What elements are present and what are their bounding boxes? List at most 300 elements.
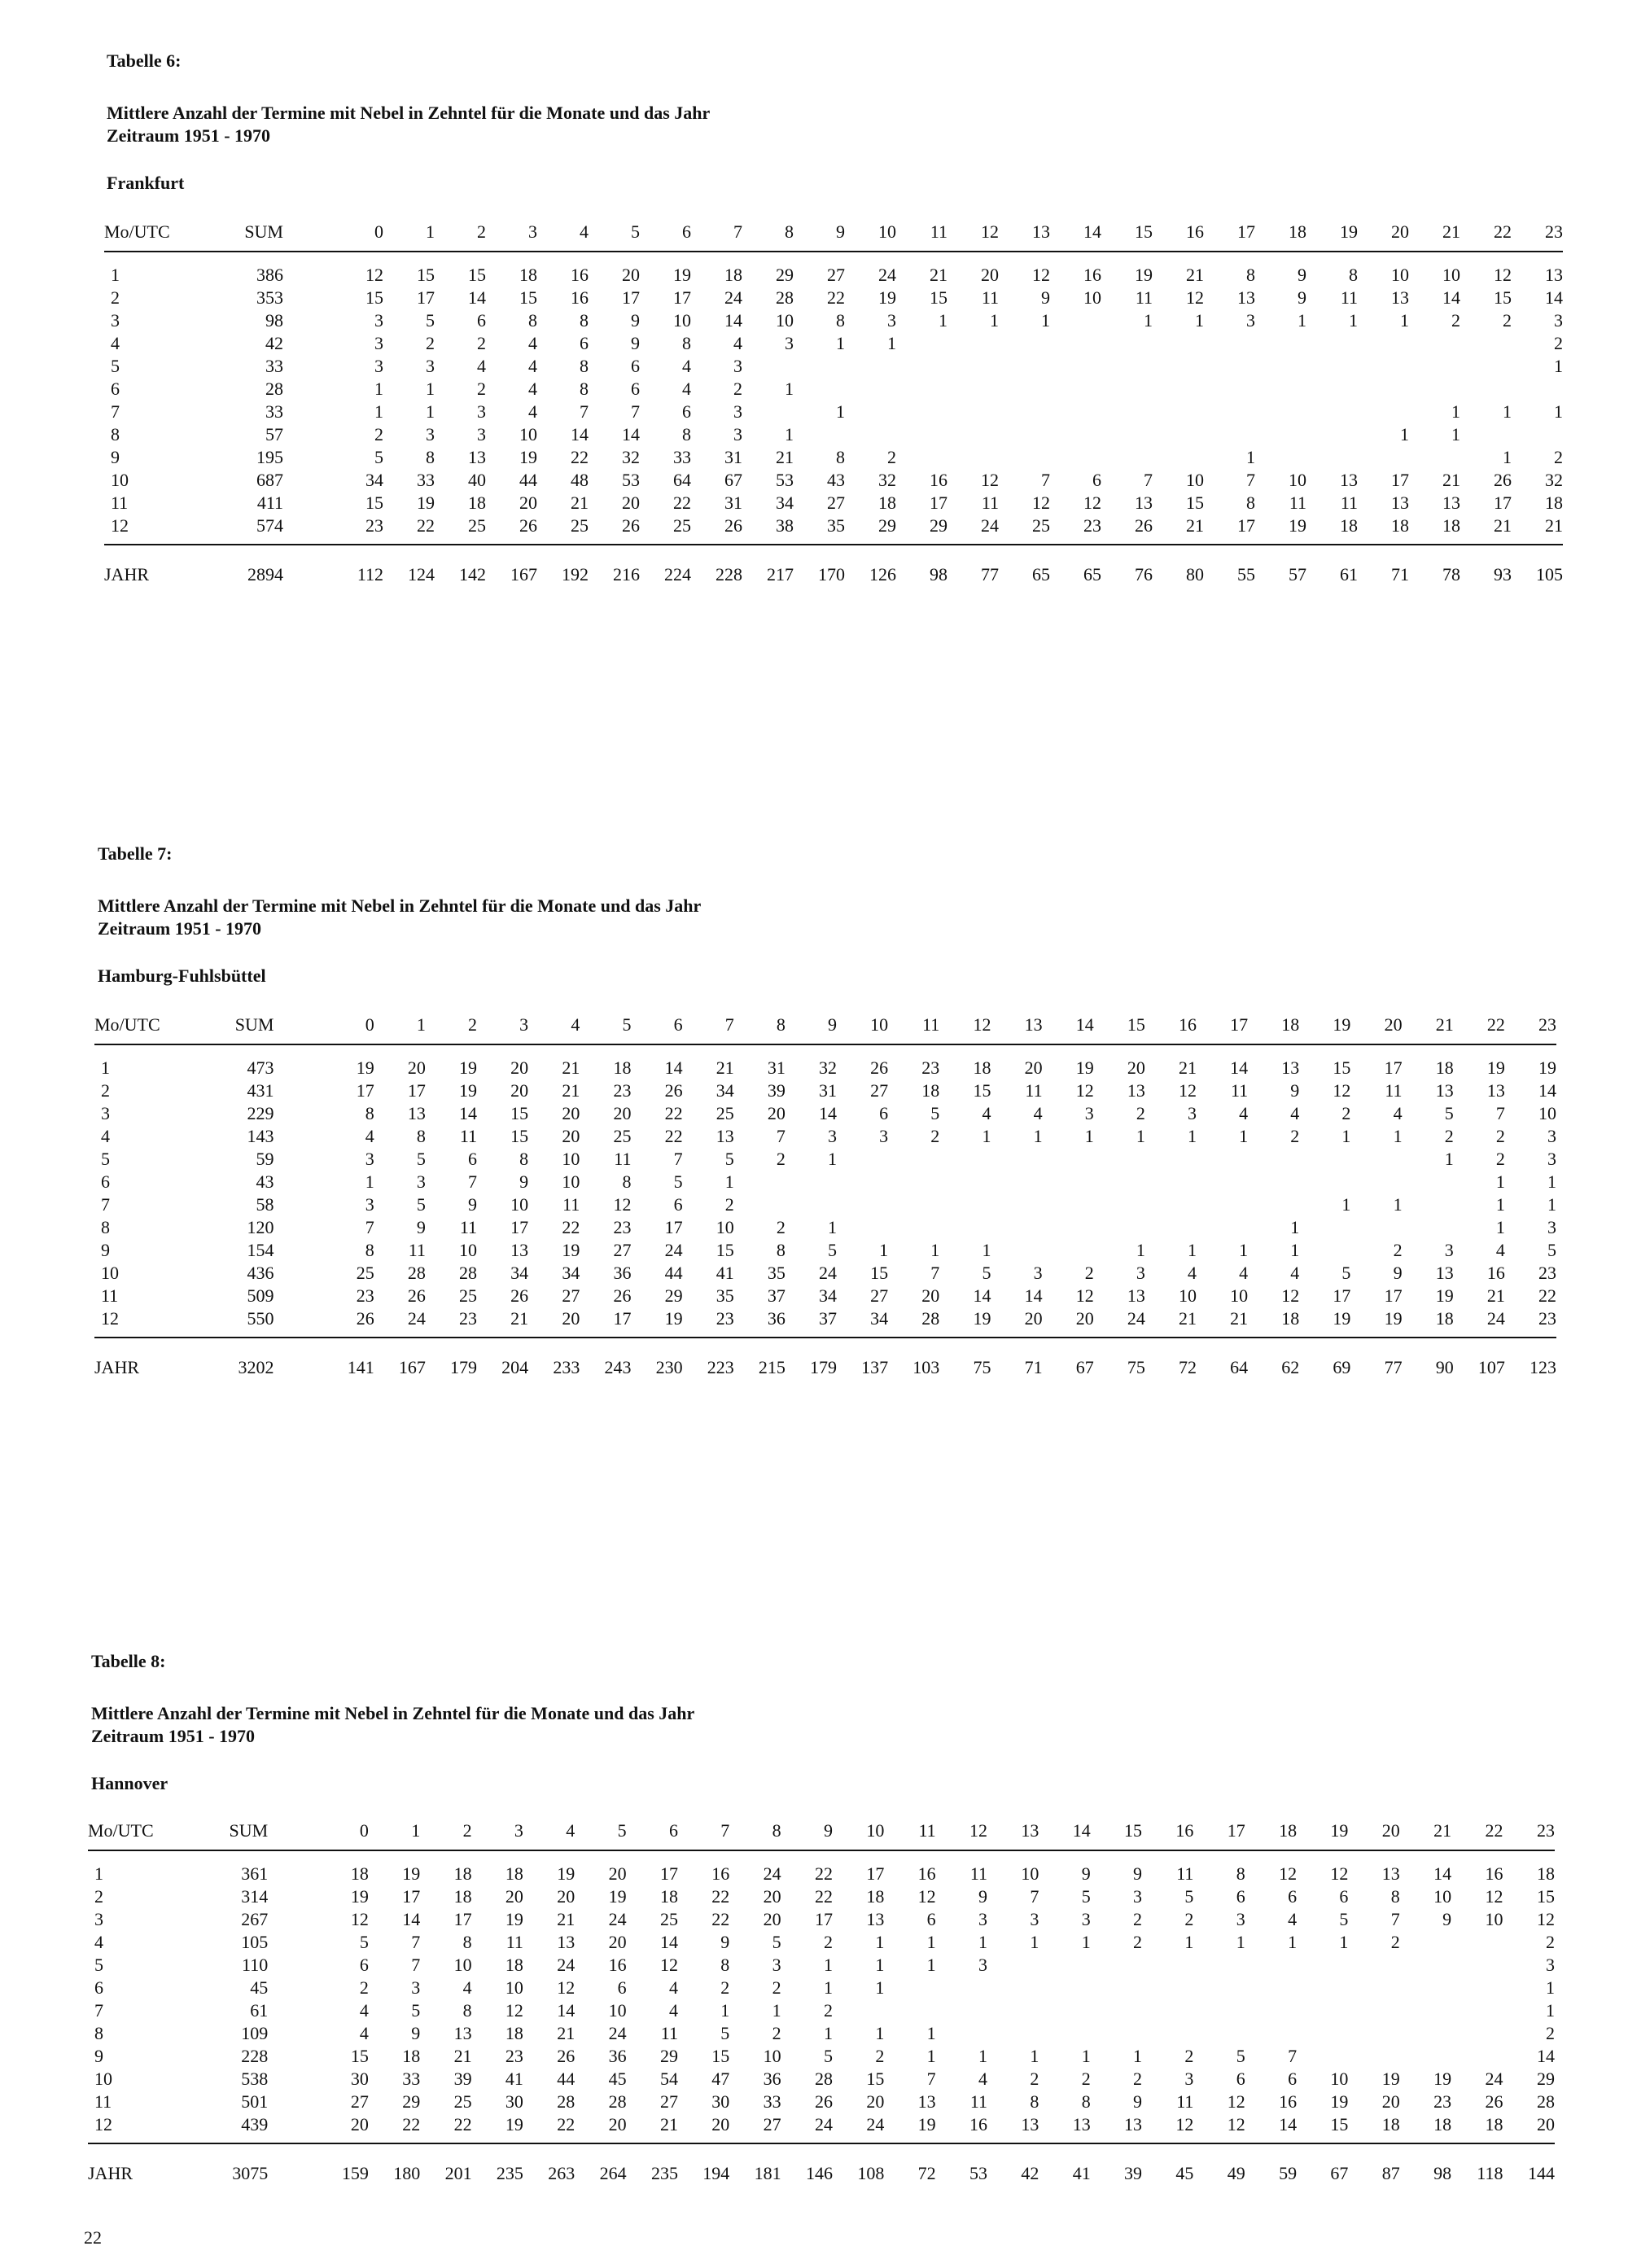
caption-line-2: Zeitraum 1951 - 1970 bbox=[91, 1726, 256, 1746]
hour-value-cell: 8 bbox=[426, 447, 435, 467]
hour-value-cell: 1 bbox=[828, 1217, 838, 1237]
sum-cell: 33 bbox=[265, 356, 283, 376]
hour-value-cell bbox=[837, 1148, 888, 1171]
hour-value-cell: 16 bbox=[571, 265, 589, 285]
hour-value-cell bbox=[1255, 355, 1306, 378]
hour-value-cell: 8 bbox=[720, 1955, 730, 1975]
hour-value-cell: 15 bbox=[866, 2069, 885, 2089]
cell-spacer bbox=[283, 287, 332, 309]
hour-value-cell: 13 bbox=[1486, 1080, 1505, 1101]
cell-spacer bbox=[274, 1239, 322, 1262]
hour-value-cell bbox=[1091, 1977, 1142, 1999]
sum-cell: 550 bbox=[247, 1308, 274, 1329]
hour-value-cell: 2 bbox=[1503, 310, 1512, 331]
hour-value-cell: 22 bbox=[557, 2114, 575, 2134]
sum-cell: 314 bbox=[241, 1886, 269, 1907]
hour-value-cell: 24 bbox=[819, 1263, 838, 1283]
hour-value-cell: 19 bbox=[973, 1308, 991, 1329]
hour-value-cell: 13 bbox=[510, 1240, 529, 1260]
table-row bbox=[94, 1102, 1556, 1125]
column-header-hour: 23 bbox=[1545, 221, 1563, 242]
hour-value-cell: 15 bbox=[716, 1240, 734, 1260]
hour-value-cell: 2 bbox=[477, 379, 486, 399]
total-hour-value-cell: 76 bbox=[1135, 564, 1153, 585]
hour-value-cell: 8 bbox=[1236, 1863, 1245, 1884]
hour-value-cell bbox=[1043, 1171, 1094, 1193]
hour-value-cell: 19 bbox=[1135, 265, 1153, 285]
hour-value-cell: 7 bbox=[468, 1171, 478, 1192]
hour-value-cell: 12 bbox=[1227, 2114, 1245, 2134]
total-hour-value-cell: 77 bbox=[981, 564, 999, 585]
month-cell: 3 bbox=[94, 1909, 103, 1929]
hour-value-cell bbox=[794, 423, 845, 446]
hour-value-cell: 11 bbox=[505, 1932, 523, 1952]
month-cell: 4 bbox=[101, 1126, 110, 1146]
column-header-hour: 17 bbox=[1237, 221, 1255, 242]
hour-value-cell bbox=[1248, 1193, 1299, 1216]
hour-value-cell: 6 bbox=[1092, 470, 1101, 490]
total-hour-value-cell: 98 bbox=[1433, 2163, 1452, 2183]
hour-value-cell bbox=[1039, 1999, 1090, 2022]
hour-value-cell: 4 bbox=[978, 2069, 988, 2089]
hour-value-cell bbox=[1043, 1148, 1094, 1171]
hour-value-cell bbox=[1039, 2022, 1090, 2045]
hour-value-cell bbox=[991, 1193, 1042, 1216]
hour-value-cell: 16 bbox=[917, 1863, 936, 1884]
hour-value-cell: 3 bbox=[1246, 310, 1255, 331]
hour-value-cell: 13 bbox=[1391, 287, 1409, 308]
hour-value-cell: 10 bbox=[519, 424, 537, 444]
hour-value-cell: 2 bbox=[1554, 333, 1563, 353]
sum-cell: 411 bbox=[256, 493, 283, 513]
hour-value-cell: 28 bbox=[608, 2091, 627, 2112]
hour-value-cell: 14 bbox=[1279, 2114, 1298, 2134]
hour-value-cell bbox=[837, 1171, 888, 1193]
column-header-hour: 9 bbox=[823, 1820, 833, 1841]
hour-value-cell: 9 bbox=[1133, 2091, 1143, 2112]
hour-value-cell: 14 bbox=[459, 1103, 478, 1123]
hour-value-cell: 18 bbox=[1485, 2114, 1503, 2134]
hour-value-cell: 1 bbox=[374, 401, 383, 422]
table-row bbox=[88, 1885, 1555, 1908]
hour-value-cell: 20 bbox=[711, 2114, 730, 2134]
column-header-hour: 0 bbox=[365, 1014, 374, 1035]
hour-value-cell bbox=[1094, 1193, 1145, 1216]
hour-value-cell: 10 bbox=[776, 310, 794, 331]
column-header-hour: 5 bbox=[622, 1014, 632, 1035]
hour-value-cell: 18 bbox=[350, 1863, 369, 1884]
hour-value-cell: 1 bbox=[1290, 1217, 1300, 1237]
hour-value-cell: 1 bbox=[990, 310, 999, 331]
month-cell: 6 bbox=[101, 1171, 110, 1192]
hour-value-cell: 18 bbox=[1435, 1057, 1454, 1078]
hour-value-cell: 39 bbox=[453, 2069, 472, 2089]
hour-value-cell: 17 bbox=[673, 287, 691, 308]
hour-value-cell: 13 bbox=[1127, 1285, 1145, 1306]
table-row bbox=[104, 287, 1563, 309]
hour-value-cell: 1 bbox=[1081, 1932, 1091, 1952]
hour-value-cell: 11 bbox=[562, 1194, 580, 1215]
hour-value-cell: 1 bbox=[982, 1126, 991, 1146]
hour-value-cell bbox=[947, 378, 999, 401]
hour-value-cell: 14 bbox=[724, 310, 742, 331]
hour-value-cell bbox=[1193, 1954, 1245, 1977]
hour-value-cell: 1 bbox=[374, 379, 383, 399]
hour-value-cell: 26 bbox=[724, 515, 742, 536]
hour-value-cell: 23 bbox=[1433, 2091, 1452, 2112]
hour-value-cell: 1 bbox=[939, 310, 947, 331]
hour-value-cell: 20 bbox=[866, 2091, 885, 2112]
hour-value-cell: 25 bbox=[1032, 515, 1050, 536]
hour-value-cell: 8 bbox=[580, 310, 589, 331]
hour-value-cell: 3 bbox=[978, 1955, 988, 1975]
hour-value-cell: 2 bbox=[1341, 1103, 1351, 1123]
hour-value-cell: 28 bbox=[407, 1263, 426, 1283]
hour-value-cell bbox=[1460, 423, 1512, 446]
hour-value-cell: 22 bbox=[664, 1103, 683, 1123]
total-hour-value-cell: 112 bbox=[357, 564, 383, 585]
hour-value-cell: 5 bbox=[426, 310, 435, 331]
hour-value-cell: 3 bbox=[1184, 2069, 1194, 2089]
table-row bbox=[104, 378, 1563, 401]
total-hour-value-cell: 67 bbox=[1075, 1357, 1094, 1377]
column-header-hour: 4 bbox=[580, 221, 589, 242]
hour-value-cell: 14 bbox=[819, 1103, 838, 1123]
month-cell: 5 bbox=[94, 1955, 103, 1975]
hour-value-cell: 14 bbox=[1230, 1057, 1249, 1078]
hour-value-cell: 21 bbox=[659, 2114, 678, 2134]
hour-value-cell: 1 bbox=[1188, 1126, 1197, 1146]
hour-value-cell: 1 bbox=[875, 1977, 885, 1998]
hour-value-cell: 5 bbox=[828, 1240, 838, 1260]
hour-value-cell: 64 bbox=[673, 470, 691, 490]
hour-value-cell: 11 bbox=[969, 1863, 988, 1884]
hour-value-cell: 23 bbox=[1083, 515, 1101, 536]
hour-value-cell bbox=[734, 1171, 786, 1193]
table-row bbox=[88, 2068, 1555, 2091]
hour-value-cell: 19 bbox=[557, 1863, 575, 1884]
hour-value-cell bbox=[1197, 1171, 1248, 1193]
hour-value-cell: 7 bbox=[580, 401, 589, 422]
hour-value-cell: 21 bbox=[1230, 1308, 1249, 1329]
hour-value-cell bbox=[1460, 355, 1512, 378]
hour-value-cell: 1 bbox=[1339, 1932, 1349, 1952]
table-row bbox=[104, 423, 1563, 446]
cell-spacer bbox=[268, 1954, 317, 1977]
station-name: Frankfurt bbox=[107, 173, 185, 193]
hour-value-cell: 1 bbox=[1298, 310, 1306, 331]
column-header-mo-utc: Mo/UTC bbox=[104, 221, 170, 242]
sum-cell: 45 bbox=[250, 1977, 269, 1998]
column-header-hour: 18 bbox=[1281, 1014, 1300, 1035]
column-header-hour: 5 bbox=[631, 221, 640, 242]
hour-value-cell: 16 bbox=[1486, 1263, 1505, 1283]
sum-cell: 267 bbox=[241, 1909, 269, 1929]
hour-value-cell bbox=[1255, 423, 1306, 446]
total-hour-value-cell: 69 bbox=[1333, 1357, 1351, 1377]
total-sum-cell: 3202 bbox=[238, 1357, 274, 1377]
hour-value-cell: 10 bbox=[1391, 265, 1409, 285]
column-header-hour: 18 bbox=[1279, 1820, 1298, 1841]
page-number: 22 bbox=[84, 2227, 102, 2248]
hour-value-cell: 13 bbox=[407, 1103, 426, 1123]
hour-value-cell: 12 bbox=[1279, 1863, 1298, 1884]
column-header-hour: 8 bbox=[776, 1014, 786, 1035]
hour-value-cell bbox=[1299, 1148, 1350, 1171]
column-header-hour: 7 bbox=[724, 1014, 734, 1035]
hour-value-cell bbox=[794, 355, 845, 378]
hour-value-cell: 20 bbox=[1537, 2114, 1555, 2134]
hour-value-cell: 34 bbox=[819, 1285, 838, 1306]
hour-value-cell: 54 bbox=[659, 2069, 678, 2089]
hour-value-cell: 10 bbox=[1433, 1886, 1452, 1907]
hour-value-cell bbox=[1297, 2045, 1348, 2068]
hour-value-cell: 3 bbox=[411, 1977, 421, 1998]
hour-value-cell: 34 bbox=[510, 1263, 529, 1283]
hour-value-cell: 6 bbox=[1288, 1886, 1298, 1907]
hour-value-cell: 21 bbox=[1545, 515, 1563, 536]
hour-value-cell bbox=[1400, 1999, 1451, 2022]
hour-value-cell: 4 bbox=[1033, 1103, 1043, 1123]
total-hour-value-cell: 144 bbox=[1528, 2163, 1555, 2183]
hour-value-cell: 11 bbox=[459, 1217, 478, 1237]
sum-cell: 109 bbox=[241, 2023, 269, 2043]
sum-cell: 431 bbox=[247, 1080, 274, 1101]
hour-value-cell bbox=[1153, 423, 1204, 446]
station-name: Hannover bbox=[91, 1773, 168, 1793]
hour-value-cell: 14 bbox=[402, 1909, 421, 1929]
total-hour-value-cell: 181 bbox=[754, 2163, 781, 2183]
hour-value-cell: 15 bbox=[510, 1103, 529, 1123]
hour-value-cell: 25 bbox=[459, 1285, 478, 1306]
hour-value-cell: 9 bbox=[1393, 1263, 1403, 1283]
hour-value-cell: 15 bbox=[350, 2046, 369, 2066]
hour-value-cell: 10 bbox=[1442, 265, 1460, 285]
table-row bbox=[88, 1954, 1555, 1977]
hour-value-cell: 17 bbox=[1237, 515, 1255, 536]
hour-value-cell: 31 bbox=[819, 1080, 838, 1101]
cell-spacer bbox=[283, 545, 332, 586]
total-hour-value-cell: 235 bbox=[496, 2163, 523, 2183]
hour-value-cell: 5 bbox=[1236, 2046, 1245, 2066]
hour-value-cell bbox=[884, 1977, 935, 1999]
hour-value-cell: 10 bbox=[1330, 2069, 1349, 2089]
hour-value-cell: 1 bbox=[926, 2023, 936, 2043]
hour-value-cell: 36 bbox=[763, 2069, 781, 2089]
sum-cell: 509 bbox=[247, 1285, 274, 1306]
total-label-cell: JAHR bbox=[88, 2163, 133, 2183]
hour-value-cell: 8 bbox=[1246, 493, 1255, 513]
hour-value-cell bbox=[833, 1999, 884, 2022]
hour-value-cell bbox=[991, 1148, 1042, 1171]
column-header-hour: 10 bbox=[866, 1820, 885, 1841]
hour-value-cell: 12 bbox=[1330, 1863, 1349, 1884]
hour-value-cell: 18 bbox=[402, 2046, 421, 2066]
hour-value-cell: 24 bbox=[1127, 1308, 1145, 1329]
hour-value-cell bbox=[1197, 1148, 1248, 1171]
hour-value-cell bbox=[1348, 1977, 1399, 1999]
hour-value-cell: 4 bbox=[1393, 1103, 1403, 1123]
hour-value-cell: 13 bbox=[1135, 493, 1153, 513]
hour-value-cell: 3 bbox=[1444, 1240, 1454, 1260]
hour-value-cell bbox=[1145, 1193, 1197, 1216]
total-hour-value-cell: 75 bbox=[1127, 1357, 1145, 1377]
total-label-cell: JAHR bbox=[104, 564, 150, 585]
hour-value-cell: 3 bbox=[1188, 1103, 1197, 1123]
cell-spacer bbox=[283, 252, 332, 287]
table-row bbox=[104, 446, 1563, 469]
hour-value-cell: 18 bbox=[1537, 1863, 1555, 1884]
hour-value-cell: 15 bbox=[510, 1126, 529, 1146]
hour-value-cell bbox=[1043, 1239, 1094, 1262]
hour-value-cell bbox=[939, 1148, 991, 1171]
hour-value-cell: 4 bbox=[668, 2000, 678, 2021]
column-header-hour: 15 bbox=[1124, 1820, 1143, 1841]
month-cell: 8 bbox=[94, 2023, 103, 2043]
hour-value-cell: 7 bbox=[1246, 470, 1255, 490]
total-hour-value-cell: 59 bbox=[1279, 2163, 1298, 2183]
hour-value-cell: 1 bbox=[926, 2046, 936, 2066]
month-cell: 10 bbox=[101, 1263, 119, 1283]
hour-value-cell: 13 bbox=[1381, 1863, 1400, 1884]
total-hour-value-cell: 87 bbox=[1381, 2163, 1400, 2183]
hour-value-cell: 10 bbox=[608, 2000, 627, 2021]
hour-value-cell: 16 bbox=[571, 287, 589, 308]
hour-value-cell: 13 bbox=[917, 2091, 936, 2112]
month-cell: 10 bbox=[111, 470, 129, 490]
month-cell: 6 bbox=[94, 1977, 103, 1998]
hour-value-cell bbox=[1197, 1193, 1248, 1216]
hour-value-cell: 11 bbox=[1176, 2091, 1194, 2112]
hour-value-cell: 15 bbox=[1186, 493, 1204, 513]
hour-value-cell: 14 bbox=[664, 1057, 683, 1078]
hour-value-cell: 2 bbox=[724, 1194, 734, 1215]
hour-value-cell: 9 bbox=[1298, 287, 1306, 308]
hour-value-cell bbox=[999, 423, 1050, 446]
table-row bbox=[104, 252, 1563, 287]
hour-value-cell: 21 bbox=[716, 1057, 734, 1078]
hour-value-cell: 12 bbox=[1175, 2114, 1194, 2134]
column-header-hour: 20 bbox=[1381, 1820, 1400, 1841]
hour-value-cell: 20 bbox=[350, 2114, 369, 2134]
hour-value-cell: 23 bbox=[1538, 1308, 1556, 1329]
hour-value-cell: 15 bbox=[711, 2046, 730, 2066]
hour-value-cell: 18 bbox=[1435, 1308, 1454, 1329]
hour-value-cell: 2 bbox=[1133, 1932, 1143, 1952]
column-header-hour: 1 bbox=[426, 221, 435, 242]
month-cell: 4 bbox=[94, 1932, 103, 1952]
hour-value-cell bbox=[999, 401, 1050, 423]
table-row bbox=[104, 355, 1563, 378]
hour-value-cell: 9 bbox=[1133, 1863, 1143, 1884]
hour-value-cell: 19 bbox=[664, 1308, 683, 1329]
total-hour-value-cell: 75 bbox=[973, 1357, 991, 1377]
total-hour-value-cell: 53 bbox=[969, 2163, 988, 2183]
hour-value-cell: 26 bbox=[1494, 470, 1512, 490]
hour-value-cell: 5 bbox=[1341, 1263, 1351, 1283]
cell-spacer bbox=[283, 378, 332, 401]
hour-value-cell: 22 bbox=[402, 2114, 421, 2134]
hour-value-cell: 12 bbox=[365, 265, 383, 285]
total-hour-value-cell: 77 bbox=[1384, 1357, 1403, 1377]
hour-value-cell bbox=[1145, 1216, 1197, 1239]
hour-value-cell: 7 bbox=[1041, 470, 1050, 490]
hour-value-cell: 18 bbox=[866, 1886, 885, 1907]
hour-value-cell: 4 bbox=[462, 1977, 472, 1998]
hour-value-cell bbox=[1153, 378, 1204, 401]
table-row bbox=[88, 2045, 1555, 2068]
sum-cell: 105 bbox=[241, 1932, 269, 1952]
hour-value-cell: 1 bbox=[1546, 2000, 1555, 2021]
caption-line-2: Zeitraum 1951 - 1970 bbox=[98, 918, 262, 939]
hour-value-cell: 1 bbox=[828, 1149, 838, 1169]
hour-value-cell bbox=[991, 1216, 1042, 1239]
hour-value-cell: 2 bbox=[1136, 1103, 1145, 1123]
hour-value-cell: 32 bbox=[1545, 470, 1563, 490]
hour-value-cell: 28 bbox=[1537, 2091, 1555, 2112]
hour-value-cell: 19 bbox=[505, 1909, 523, 1929]
total-hour-value-cell: 49 bbox=[1227, 2163, 1245, 2183]
hour-value-cell: 10 bbox=[763, 2046, 781, 2066]
column-header-hour: 12 bbox=[973, 1014, 991, 1035]
hour-value-cell: 26 bbox=[664, 1080, 683, 1101]
hour-value-cell: 1 bbox=[1081, 2046, 1091, 2066]
hour-value-cell bbox=[1204, 332, 1255, 355]
sum-cell: 143 bbox=[247, 1126, 274, 1146]
hour-value-cell: 13 bbox=[1237, 287, 1255, 308]
hour-value-cell: 19 bbox=[1075, 1057, 1094, 1078]
column-header-hour: 12 bbox=[969, 1820, 988, 1841]
hour-value-cell: 12 bbox=[1537, 1909, 1555, 1929]
cell-spacer bbox=[268, 1999, 317, 2022]
sum-cell: 538 bbox=[241, 2069, 269, 2089]
hour-value-cell: 1 bbox=[1133, 2046, 1143, 2066]
hour-value-cell: 27 bbox=[763, 2114, 781, 2134]
hour-value-cell: 9 bbox=[631, 333, 640, 353]
cell-spacer bbox=[268, 1908, 317, 1931]
hour-value-cell bbox=[1358, 446, 1409, 469]
table-row bbox=[88, 1999, 1555, 2022]
hour-value-cell: 18 bbox=[468, 493, 486, 513]
hour-value-cell: 1 bbox=[1144, 310, 1153, 331]
hour-value-cell bbox=[1050, 332, 1101, 355]
hour-value-cell: 2 bbox=[1444, 1126, 1454, 1146]
hour-value-cell: 8 bbox=[1390, 1886, 1400, 1907]
total-hour-value-cell: 41 bbox=[1072, 2163, 1091, 2183]
hour-value-cell: 1 bbox=[926, 1932, 936, 1952]
hour-value-cell: 18 bbox=[1340, 515, 1358, 536]
column-header-hour: 22 bbox=[1486, 1014, 1505, 1035]
hour-value-cell: 1 bbox=[982, 1240, 991, 1260]
hour-value-cell: 21 bbox=[1486, 1285, 1505, 1306]
hour-value-cell: 1 bbox=[1033, 1126, 1043, 1146]
hour-value-cell: 1 bbox=[879, 1240, 889, 1260]
hour-value-cell: 2 bbox=[426, 333, 435, 353]
hour-value-cell: 9 bbox=[411, 2023, 421, 2043]
hour-value-cell: 10 bbox=[673, 310, 691, 331]
table-row bbox=[104, 332, 1563, 355]
hour-value-cell bbox=[1512, 378, 1563, 401]
hour-value-cell: 15 bbox=[1537, 1886, 1555, 1907]
total-hour-value-cell: 215 bbox=[758, 1357, 786, 1377]
hour-value-cell: 9 bbox=[416, 1217, 426, 1237]
hour-value-cell: 1 bbox=[1136, 1240, 1145, 1260]
hour-value-cell: 22 bbox=[1538, 1285, 1556, 1306]
hour-value-cell: 2 bbox=[1084, 1263, 1094, 1283]
hour-value-cell: 10 bbox=[459, 1240, 478, 1260]
hour-value-cell: 2 bbox=[930, 1126, 940, 1146]
cell-spacer bbox=[268, 2091, 317, 2113]
